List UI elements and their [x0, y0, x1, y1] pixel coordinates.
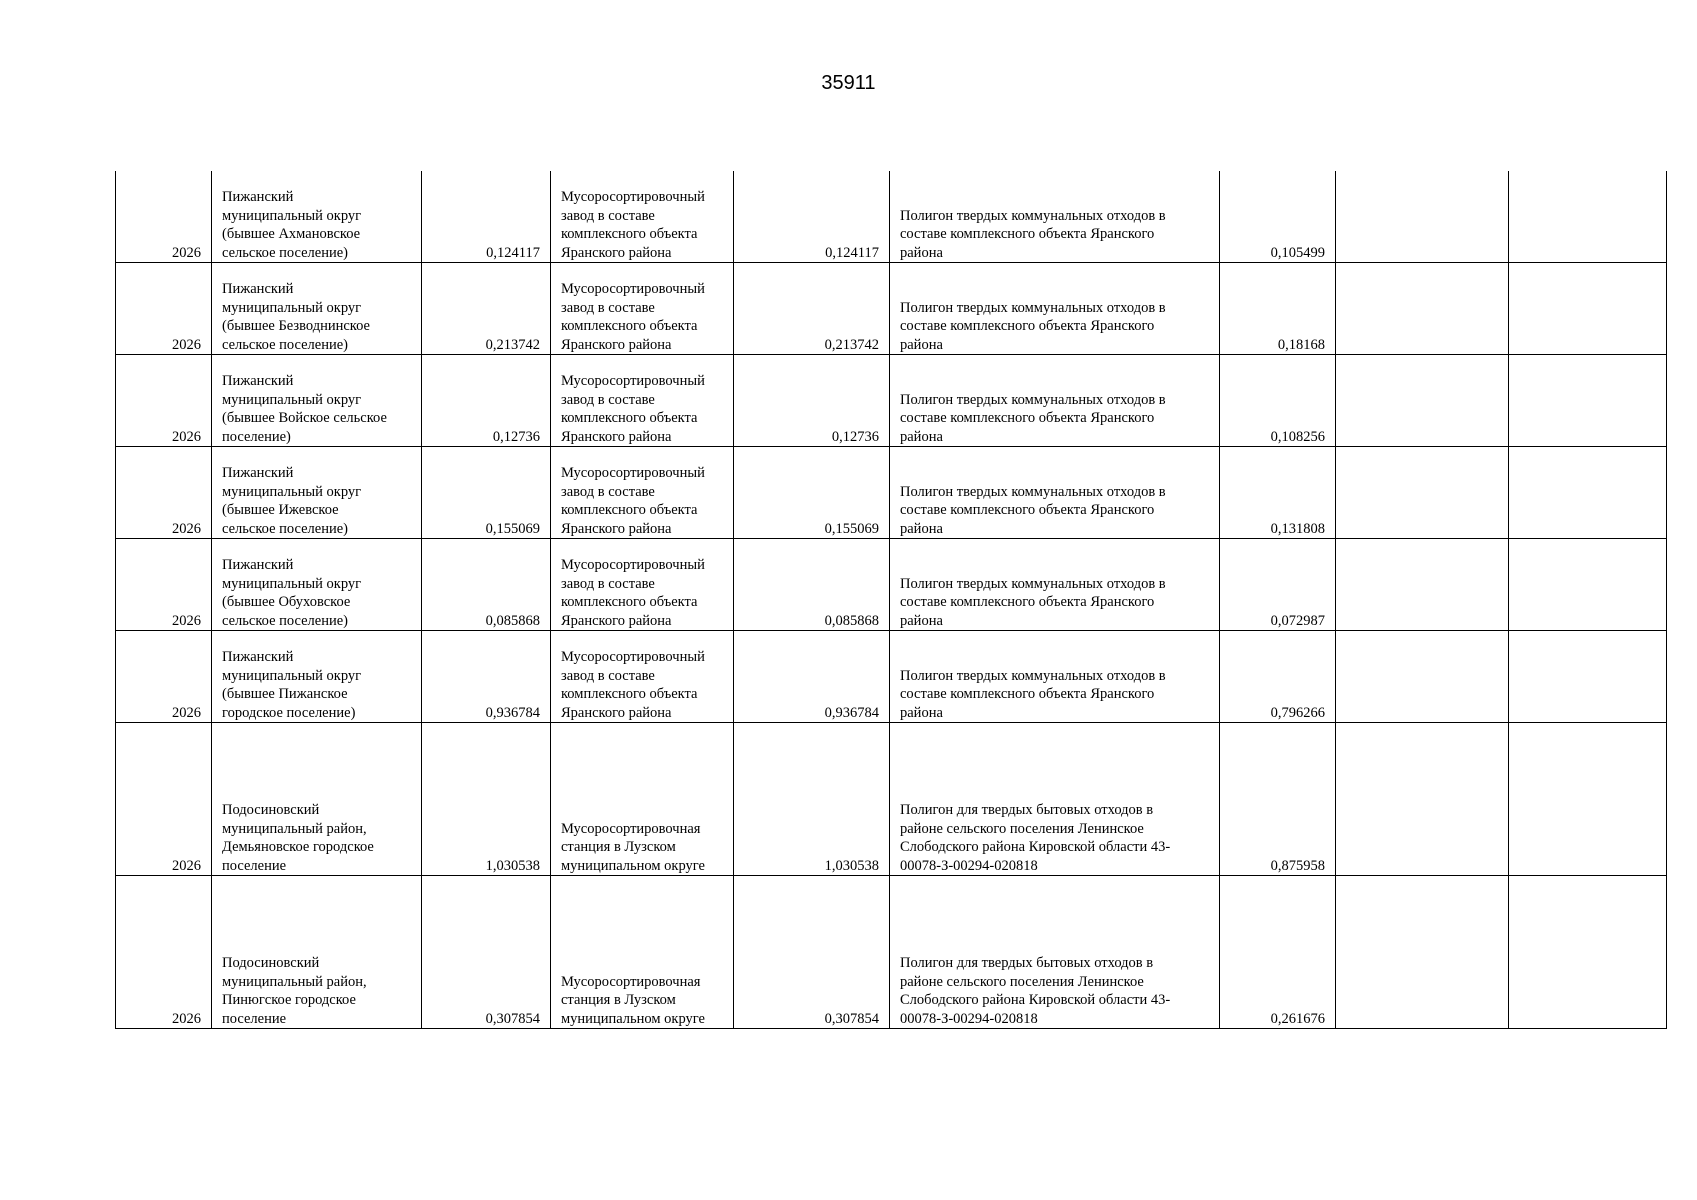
facility-cell: Мусоросортировочная станция в Лузском муниципальном округе	[551, 876, 734, 1029]
source-mass-cell: 1,030538	[422, 723, 551, 876]
source-mass-cell: 0,213742	[422, 263, 551, 355]
table-row	[116, 263, 1667, 355]
destination-cell: Полигон твердых коммунальных отходов в составе комплексного объекта Яранского района	[890, 171, 1220, 263]
facility-mass-cell: 0,12736	[734, 355, 890, 447]
source-cell: Пижанский муниципальный округ (бывшее Обуховское сельское поселение)	[212, 539, 422, 631]
facility-mass-cell: 0,085868	[734, 539, 890, 631]
source-mass-cell: 0,12736	[422, 355, 551, 447]
facility-cell: Мусоросортировочный завод в составе комплексного объекта Яранского района	[551, 539, 734, 631]
empty-cell	[1509, 539, 1667, 631]
year-cell: 2026	[116, 631, 212, 723]
year-cell: 2026	[116, 723, 212, 876]
source-cell: Пижанский муниципальный округ (бывшее Ижевское сельское поселение)	[212, 447, 422, 539]
empty-cell	[1336, 876, 1509, 1029]
destination-mass-cell: 0,108256	[1220, 355, 1336, 447]
year-cell: 2026	[116, 171, 212, 263]
destination-mass-cell: 0,131808	[1220, 447, 1336, 539]
source-cell: Подосиновский муниципальный район, Демьяновское городское поселение	[212, 723, 422, 876]
empty-cell	[1336, 447, 1509, 539]
empty-cell	[1336, 631, 1509, 723]
table-row	[116, 355, 1667, 447]
empty-cell	[1336, 723, 1509, 876]
facility-cell: Мусоросортировочная станция в Лузском муниципальном округе	[551, 723, 734, 876]
year-cell: 2026	[116, 355, 212, 447]
destination-cell: Полигон для твердых бытовых отходов в районе сельского поселения Ленинское Слободского района Кировской области 43- 00078-З-00294-020818	[890, 723, 1220, 876]
year-cell: 2026	[116, 539, 212, 631]
empty-cell	[1509, 171, 1667, 263]
year-cell: 2026	[116, 263, 212, 355]
empty-cell	[1509, 631, 1667, 723]
destination-mass-cell: 0,261676	[1220, 876, 1336, 1029]
destination-mass-cell: 0,875958	[1220, 723, 1336, 876]
destination-cell: Полигон твердых коммунальных отходов в составе комплексного объекта Яранского района	[890, 631, 1220, 723]
empty-cell	[1509, 263, 1667, 355]
source-cell: Пижанский муниципальный округ (бывшее Ахмановское сельское поселение)	[212, 171, 422, 263]
empty-cell	[1509, 723, 1667, 876]
destination-mass-cell: 0,072987	[1220, 539, 1336, 631]
destination-cell: Полигон твердых коммунальных отходов в составе комплексного объекта Яранского района	[890, 355, 1220, 447]
table-row	[116, 876, 1667, 1029]
year-cell: 2026	[116, 876, 212, 1029]
table-row	[116, 723, 1667, 876]
page-number: 35911	[821, 72, 876, 94]
empty-cell	[1509, 355, 1667, 447]
source-mass-cell: 0,307854	[422, 876, 551, 1029]
table-row	[116, 447, 1667, 539]
year-cell: 2026	[116, 447, 212, 539]
destination-cell: Полигон твердых коммунальных отходов в составе комплексного объекта Яранского района	[890, 539, 1220, 631]
source-cell: Пижанский муниципальный округ (бывшее Войское сельское поселение)	[212, 355, 422, 447]
empty-cell	[1336, 263, 1509, 355]
facility-cell: Мусоросортировочный завод в составе комплексного объекта Яранского района	[551, 447, 734, 539]
empty-cell	[1509, 447, 1667, 539]
facility-cell: Мусоросортировочный завод в составе комплексного объекта Яранского района	[551, 355, 734, 447]
table-row	[116, 631, 1667, 723]
empty-cell	[1509, 876, 1667, 1029]
table-row	[116, 539, 1667, 631]
facility-mass-cell: 0,155069	[734, 447, 890, 539]
source-mass-cell: 0,124117	[422, 171, 551, 263]
facility-mass-cell: 0,213742	[734, 263, 890, 355]
empty-cell	[1336, 171, 1509, 263]
source-mass-cell: 0,085868	[422, 539, 551, 631]
source-mass-cell: 0,155069	[422, 447, 551, 539]
source-cell: Пижанский муниципальный округ (бывшее Безводнинское сельское поселение)	[212, 263, 422, 355]
waste-flow-table	[115, 171, 1667, 1029]
facility-mass-cell: 0,936784	[734, 631, 890, 723]
source-mass-cell: 0,936784	[422, 631, 551, 723]
destination-mass-cell: 0,796266	[1220, 631, 1336, 723]
facility-cell: Мусоросортировочный завод в составе комплексного объекта Яранского района	[551, 631, 734, 723]
destination-mass-cell: 0,18168	[1220, 263, 1336, 355]
empty-cell	[1336, 539, 1509, 631]
facility-mass-cell: 0,124117	[734, 171, 890, 263]
facility-mass-cell: 1,030538	[734, 723, 890, 876]
facility-cell: Мусоросортировочный завод в составе комплексного объекта Яранского района	[551, 263, 734, 355]
facility-cell: Мусоросортировочный завод в составе комплексного объекта Яранского района	[551, 171, 734, 263]
destination-cell: Полигон твердых коммунальных отходов в составе комплексного объекта Яранского района	[890, 447, 1220, 539]
destination-cell: Полигон твердых коммунальных отходов в составе комплексного объекта Яранского района	[890, 263, 1220, 355]
empty-cell	[1336, 355, 1509, 447]
table-row	[116, 171, 1667, 263]
source-cell: Пижанский муниципальный округ (бывшее Пижанское городское поселение)	[212, 631, 422, 723]
destination-mass-cell: 0,105499	[1220, 171, 1336, 263]
source-cell: Подосиновский муниципальный район, Пинюгское городское поселение	[212, 876, 422, 1029]
destination-cell: Полигон для твердых бытовых отходов в районе сельского поселения Ленинское Слободского района Кировской области 43- 00078-З-00294-020818	[890, 876, 1220, 1029]
facility-mass-cell: 0,307854	[734, 876, 890, 1029]
